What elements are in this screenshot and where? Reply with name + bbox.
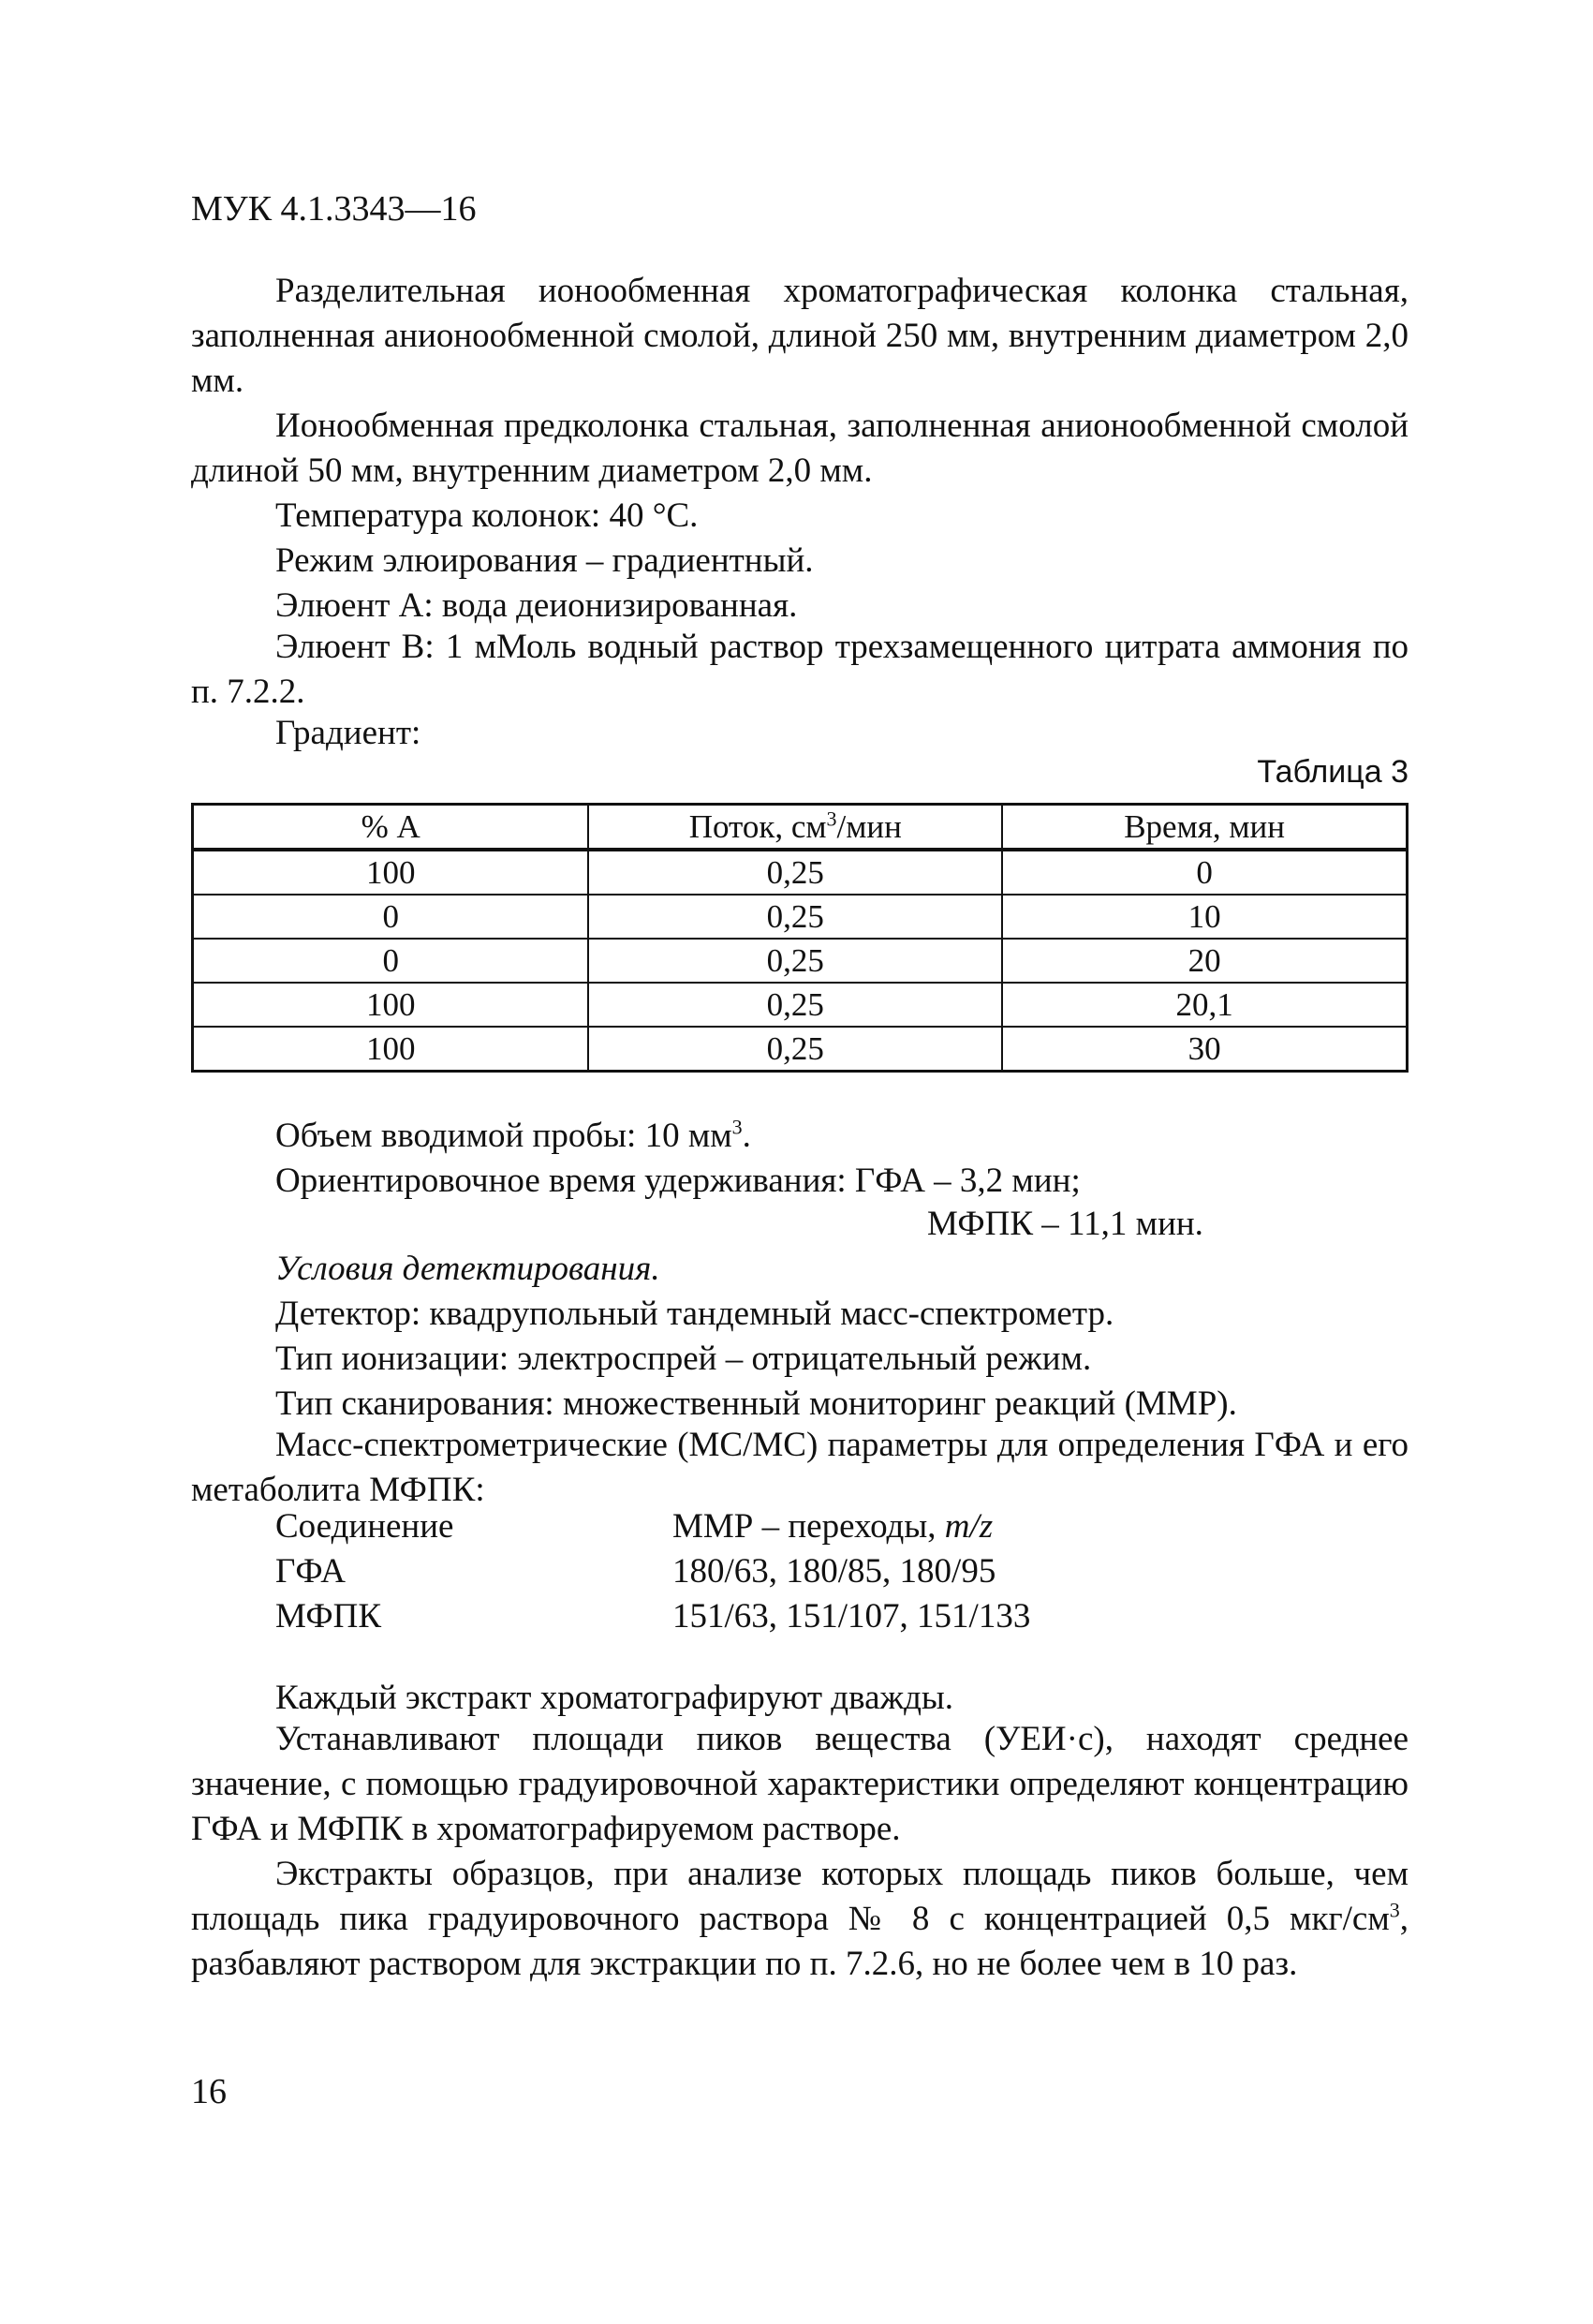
- table-cell: 0: [193, 939, 589, 983]
- eluent-a: Элюент А: вода деионизированная.: [275, 586, 798, 625]
- table-cell: 0,25: [588, 895, 1002, 939]
- table-row: [193, 895, 1408, 939]
- paragraph-column: [191, 269, 1409, 404]
- table-header-row: [193, 805, 1408, 851]
- injection-sup: 3: [731, 1115, 743, 1139]
- document-code: МУК 4.1.3343—16: [191, 189, 477, 229]
- table-row: [193, 939, 1408, 983]
- table-cell: 0: [193, 895, 589, 939]
- column-temperature: Температура колонок: 40 °С.: [275, 496, 699, 535]
- injection-volume: [275, 1115, 751, 1155]
- table-cell: 100: [193, 983, 589, 1027]
- paragraph-text: Экстракты образцов, при анализе которых площадь пиков больше, чем площадь пика градуировочного раствора № 8 с концентрацией 0,5 мкг/см: [191, 1855, 1409, 1938]
- scanning-line: Тип сканирования: множественный мониторинг реакций (ММР).: [275, 1384, 1237, 1423]
- table-row: [193, 1027, 1408, 1072]
- header-time: Время, мин: [1002, 805, 1407, 851]
- page-number: 16: [191, 2072, 227, 2111]
- gradient-label: Градиент:: [275, 714, 421, 752]
- table-cell: 100: [193, 1027, 589, 1072]
- table-row: [193, 983, 1408, 1027]
- paragraph-msms: [191, 1423, 1409, 1513]
- table-cell: 0,25: [588, 1027, 1002, 1072]
- header-flow-sup: 3: [826, 806, 837, 830]
- paragraph-text: Элюент В: 1 мМоль водный раствор трехзамещенного цитрата аммония по п. 7.2.2.: [191, 628, 1409, 711]
- table-cell: 0,25: [588, 850, 1002, 895]
- elution-mode: Режим элюирования – градиентный.: [275, 541, 814, 580]
- table-cell: 0,25: [588, 939, 1002, 983]
- retention-time-gfa: Ориентировочное время удерживания: ГФА – 3,2 мин;: [275, 1162, 1081, 1200]
- table-cell: 0: [1002, 850, 1407, 895]
- table-cell: 100: [193, 850, 589, 895]
- paragraph-sup: 3: [1389, 1898, 1400, 1922]
- transition-compound: МФПК: [275, 1597, 382, 1636]
- transitions-header-compound: Соединение: [275, 1507, 454, 1546]
- header-flow-text: Поток, см: [688, 807, 827, 845]
- transition-values: 180/63, 180/85, 180/95: [672, 1552, 996, 1591]
- table-cell: 20,1: [1002, 983, 1407, 1027]
- transition-compound: ГФА: [275, 1552, 347, 1591]
- paragraph-text-end: , разбавляют раствором для экстракции по п. 7.2.6, но не более чем в 10 раз.: [191, 1900, 1409, 1983]
- header-flow: [588, 805, 1002, 851]
- paragraph-eluent-b: [191, 625, 1409, 715]
- paragraph-peak-area: [191, 1717, 1409, 1852]
- paragraph-text: Устанавливают площади пиков вещества (УЕИ·с), находят среднее значение, с помощью градуировочной характеристики определяют концентрацию ГФА и МФПК в хроматографируемом растворе.: [191, 1720, 1409, 1848]
- table-caption: Таблица 3: [1257, 754, 1409, 790]
- gradient-table: [191, 803, 1409, 1073]
- table-cell: 0,25: [588, 983, 1002, 1027]
- table-row: [193, 850, 1408, 895]
- paragraph-text: Ионообменная предколонка стальная, заполненная анионообменной смолой длиной 50 мм, внутренним диаметром 2,0 мм.: [191, 407, 1409, 490]
- transition-values: 151/63, 151/107, 151/133: [672, 1597, 1031, 1636]
- table-cell: 10: [1002, 895, 1407, 939]
- injection-end: .: [742, 1117, 751, 1155]
- detection-title: Условия детектирования.: [275, 1250, 660, 1288]
- closing-line-1: Каждый экстракт хроматографируют дважды.: [275, 1679, 954, 1717]
- transitions-block: [0, 1508, 1593, 1658]
- paragraph-precolumn: [191, 404, 1409, 494]
- header-percent-a: % А: [193, 805, 589, 851]
- transitions-header: [672, 1508, 993, 1546]
- ionization-line: Тип ионизации: электроспрей – отрицательный режим.: [275, 1340, 1092, 1378]
- paragraph-dilution: [191, 1852, 1409, 1987]
- injection-text: Объем вводимой пробы: 10 мм: [275, 1117, 732, 1155]
- header-flow-unit: /мин: [836, 807, 902, 845]
- transitions-header-text: ММР – переходы,: [672, 1507, 945, 1546]
- table-cell: 30: [1002, 1027, 1407, 1072]
- table-cell: 20: [1002, 939, 1407, 983]
- retention-time-mfpk: МФПК – 11,1 мин.: [927, 1205, 1203, 1243]
- detector-line: Детектор: квадрупольный тандемный масс-спектрометр.: [275, 1295, 1114, 1333]
- transitions-header-unit: m/z: [944, 1507, 994, 1546]
- paragraph-text: Масс-спектрометрические (МС/МС) параметры для определения ГФА и его метаболита МФПК:: [191, 1426, 1409, 1509]
- paragraph-text: Разделительная ионообменная хроматографическая колонка стальная, заполненная анионообменной смолой, длиной 250 мм, внутренним диаметром 2,0 мм.: [191, 272, 1409, 400]
